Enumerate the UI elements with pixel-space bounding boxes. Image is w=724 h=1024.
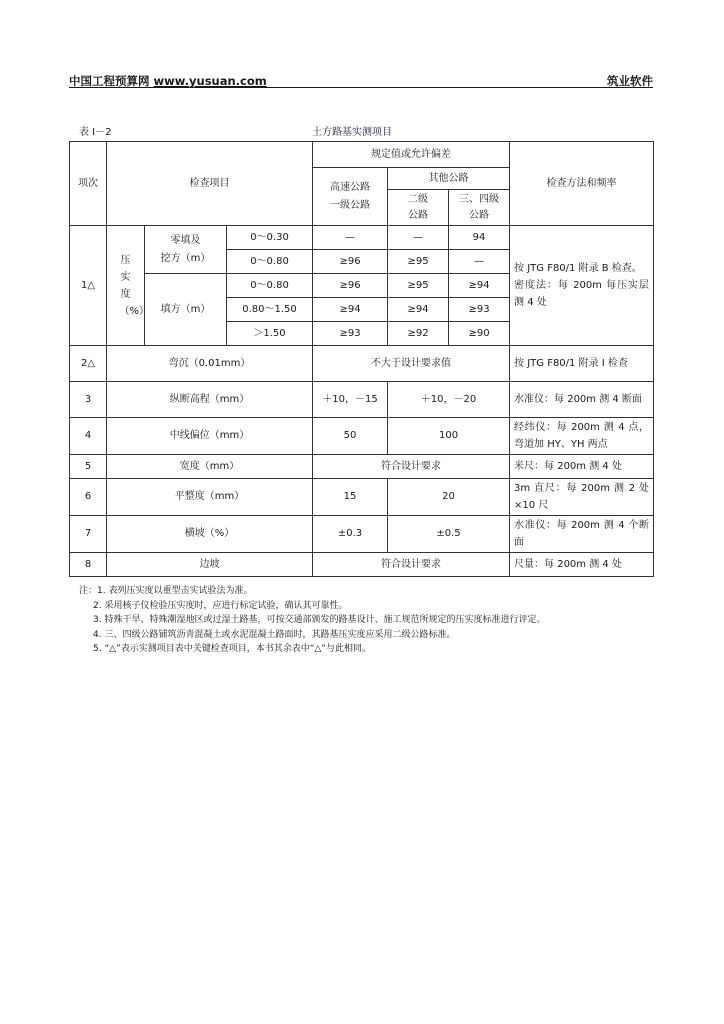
value-cell: — bbox=[388, 226, 449, 250]
value-cell: ≥96 bbox=[313, 250, 388, 274]
value-cell: ≥93 bbox=[313, 322, 388, 346]
table-notes bbox=[79, 584, 659, 657]
row-item: 边坡 bbox=[107, 553, 313, 577]
header-grade2: 二级 公路 bbox=[388, 190, 449, 226]
compaction-label: 压实度（%） bbox=[107, 226, 145, 346]
row-spec: 不大于设计要求值 bbox=[313, 346, 510, 382]
header-check-item: 检查项目 bbox=[107, 142, 313, 226]
value-cell: ≥94 bbox=[388, 298, 449, 322]
value-cell: — bbox=[313, 226, 388, 250]
row-spec-highway: ±0.3 bbox=[313, 516, 388, 553]
table-title: 土方路基实测项目 bbox=[312, 127, 392, 138]
row-method: 3m 直尺：每 200m 测 2 处×10 尺 bbox=[510, 479, 654, 516]
note-item: 4. 三、四级公路铺筑沥青混凝土或水泥混凝土路面时，其路基压实度应采用二级公路标准。 bbox=[93, 629, 456, 640]
depth-cell: 0～0.30 bbox=[227, 226, 313, 250]
row-method: 水准仪：每 200m 测 4 个断面 bbox=[510, 516, 654, 553]
depth-cell: 0～0.80 bbox=[227, 250, 313, 274]
header-highway: 高速公路 一级公路 bbox=[313, 168, 388, 226]
row-spec-highway: 15 bbox=[313, 479, 388, 516]
value-cell: ≥93 bbox=[449, 298, 510, 322]
value-cell: ≥95 bbox=[388, 250, 449, 274]
note-item: 2. 采用核子仪检验压实度时，应进行标定试验，确认其可靠性。 bbox=[93, 600, 348, 611]
row-no: 5 bbox=[70, 455, 107, 479]
row-spec-other: 100 bbox=[388, 418, 510, 455]
row-item: 纵断高程（mm） bbox=[107, 382, 313, 418]
note-item: 3. 特殊干旱、特殊潮湿地区或过湿土路基，可按交通部颁发的路基设计、施工规范所规定的压实度标准进行评定。 bbox=[93, 615, 546, 625]
note-item: 5. “△”表示实测项目表中关键检查项目，本书其余表中“△”与此相同。 bbox=[93, 644, 371, 654]
fill-cut-label: 零填及 挖方（m） bbox=[145, 226, 227, 274]
row-spec-other: 20 bbox=[388, 479, 510, 516]
value-cell: ≥90 bbox=[449, 322, 510, 346]
row-item: 横坡（%） bbox=[107, 516, 313, 553]
row-spec-highway: ＋10，－15 bbox=[313, 382, 388, 418]
header-grade34: 三、四级 公路 bbox=[449, 190, 510, 226]
header-spec-group: 规定值或允许偏差 bbox=[313, 142, 510, 168]
row-item: 平整度（mm） bbox=[107, 479, 313, 516]
row-spec-highway: 50 bbox=[313, 418, 388, 455]
row-method: 经纬仪：每 200m 测 4 点，弯道加 HY、YH 两点 bbox=[510, 418, 654, 455]
header-divider bbox=[69, 87, 653, 88]
depth-cell: 0～0.80 bbox=[227, 274, 313, 298]
row-spec: 符合设计要求 bbox=[313, 553, 510, 577]
subgrade-spec-table bbox=[69, 141, 654, 577]
brand-name: 筑业软件 bbox=[607, 74, 653, 88]
row-item: 弯沉（0.01mm） bbox=[107, 346, 313, 382]
row-spec-other: ＋10，－20 bbox=[388, 382, 510, 418]
row-no: 7 bbox=[70, 516, 107, 553]
compaction-no: 1△ bbox=[70, 226, 107, 346]
site-url-link[interactable]: www.yusuan.com bbox=[153, 74, 267, 88]
notes-title: 注： bbox=[79, 586, 98, 596]
note-item: 注：1. 表列压实度以重型击实试验法为准。 bbox=[79, 586, 253, 596]
compaction-method: 按 JTG F80/1 附录 B 检查。 密度法：每 200m 每压实层测 4 处 bbox=[510, 226, 654, 346]
header-method: 检查方法和频率 bbox=[510, 142, 654, 226]
value-cell: ≥96 bbox=[313, 274, 388, 298]
row-no: 2△ bbox=[70, 346, 107, 382]
header-item-no: 项次 bbox=[70, 142, 107, 226]
row-no: 4 bbox=[70, 418, 107, 455]
row-spec: 符合设计要求 bbox=[313, 455, 510, 479]
value-cell: — bbox=[449, 250, 510, 274]
value-cell: 94 bbox=[449, 226, 510, 250]
depth-cell: ＞1.50 bbox=[227, 322, 313, 346]
row-item: 宽度（mm） bbox=[107, 455, 313, 479]
table-number: 表 Ⅰ－2 bbox=[79, 127, 112, 138]
value-cell: ≥94 bbox=[313, 298, 388, 322]
row-method: 按 JTG F80/1 附录 I 检查 bbox=[510, 346, 654, 382]
row-method: 尺量：每 200m 测 4 处 bbox=[510, 553, 654, 577]
row-item: 中线偏位（mm） bbox=[107, 418, 313, 455]
page-header bbox=[69, 73, 653, 86]
row-method: 水准仪：每 200m 测 4 断面 bbox=[510, 382, 654, 418]
value-cell: ≥94 bbox=[449, 274, 510, 298]
row-method: 米尺：每 200m 测 4 处 bbox=[510, 455, 654, 479]
row-no: 3 bbox=[70, 382, 107, 418]
fill-label: 填方（m） bbox=[145, 274, 227, 346]
depth-cell: 0.80～1.50 bbox=[227, 298, 313, 322]
header-other-roads: 其他公路 bbox=[388, 168, 510, 190]
value-cell: ≥92 bbox=[388, 322, 449, 346]
site-name: 中国工程预算网 www.yusuan.com bbox=[69, 74, 267, 88]
row-no: 6 bbox=[70, 479, 107, 516]
value-cell: ≥95 bbox=[388, 274, 449, 298]
row-spec-other: ±0.5 bbox=[388, 516, 510, 553]
row-no: 8 bbox=[70, 553, 107, 577]
